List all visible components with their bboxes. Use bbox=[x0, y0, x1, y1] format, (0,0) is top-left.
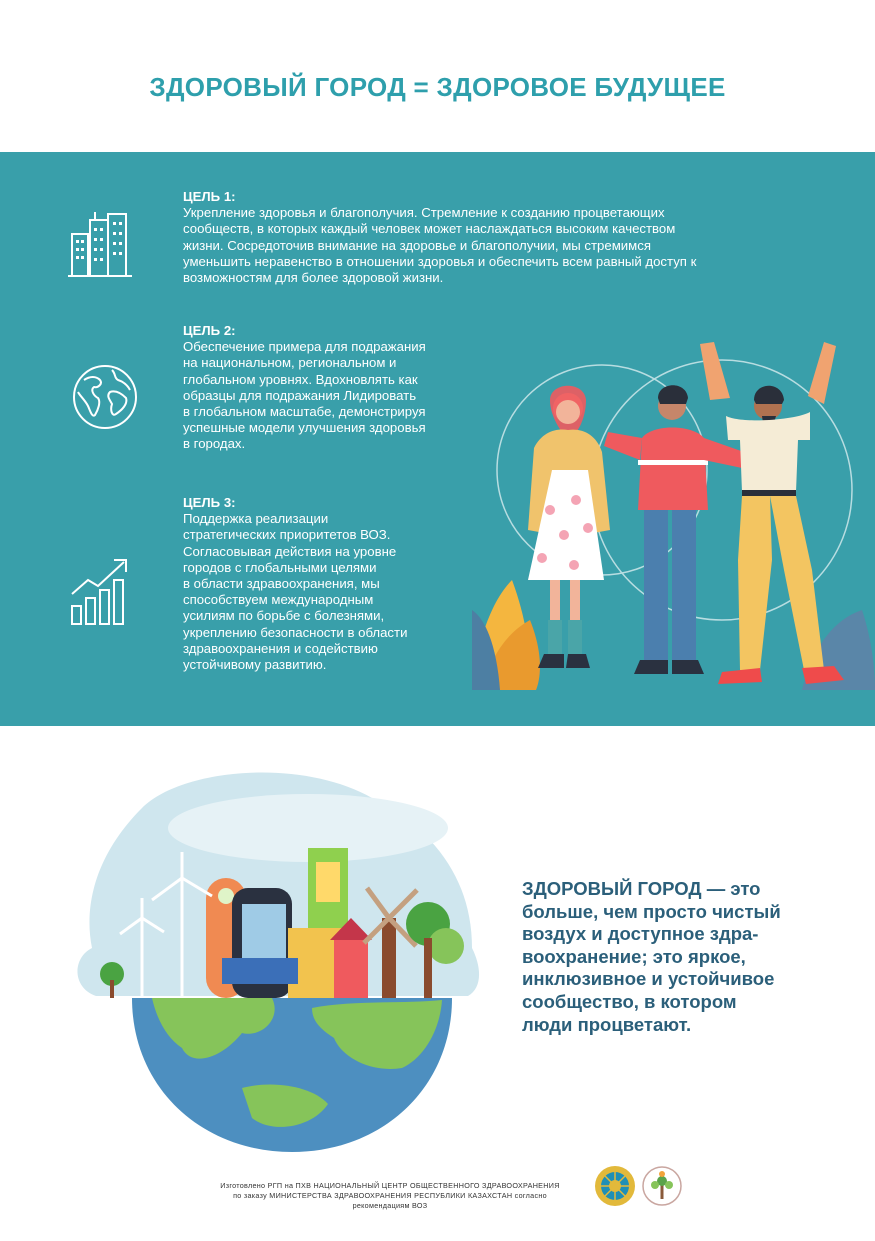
tagline: ЗДОРОВЫЙ ГОРОД — это больше, чем просто чистый воздух и доступное здра- воохранение; это яркое, инклюзивное и устойчивое сообщество, в котором люди процветают. bbox=[522, 878, 781, 1035]
earth-city-illustration bbox=[72, 768, 492, 1152]
goal-1 bbox=[183, 189, 783, 286]
goal-3 bbox=[183, 495, 483, 673]
goal-2 bbox=[183, 323, 483, 453]
footer-credit: Изготовлено РГП на ПХВ НАЦИОНАЛЬНЫЙ ЦЕНТР ОБЩЕСТВЕННОГО ЗДРАВООХРАНЕНИЯ по заказу МИНИСТЕРСТВА ЗДРАВООХРАНЕНИЯ РЕСПУБЛИКИ КАЗАХСТАН согласно рекомендациям ВОЗ bbox=[220, 1181, 560, 1210]
goal-3-text: Поддержка реализации стратегических приоритетов ВОЗ. Согласовывая действия на уровне городов с глобальными целями в области здравоохранения, мы способствуем международным усилиям по борьбе с болезнями, укреплению безопасности в области здравоохранения и содействию устойчивому развитию. bbox=[183, 511, 408, 673]
kazakhstan-emblem-icon bbox=[594, 1165, 636, 1207]
city-buildings-icon bbox=[68, 210, 132, 280]
growth-chart-icon bbox=[68, 556, 134, 628]
people-illustration bbox=[472, 320, 875, 690]
goal-2-text: Обеспечение примера для подражания на национальном, региональном и глобальном уровнях. Вдохновлять как образцы для подражания Лидировать в глобальном масштабе, демонстрируя успешные модели улучшения здоровья в городах. bbox=[183, 339, 426, 452]
goal-3-title: ЦЕЛЬ 3: bbox=[183, 495, 236, 510]
goal-1-text: Укрепление здоровья и благополучия. Стремление к созданию процветающих сообществ, в которых каждый человек может наслаждаться высоким качеством жизни. Сосредоточив внимание на здоровье и благополучии, мы стремимся уменьшить неравенство в отношении здоровья и обеспечить всем равный доступ к возможностям для более здоровой жизни. bbox=[183, 205, 697, 286]
goal-1-title: ЦЕЛЬ 1: bbox=[183, 189, 236, 204]
health-center-logo-icon bbox=[640, 1165, 684, 1207]
globe-icon bbox=[70, 362, 140, 432]
goal-2-title: ЦЕЛЬ 2: bbox=[183, 323, 236, 338]
page-title: ЗДОРОВЫЙ ГОРОД = ЗДОРОВОЕ БУДУЩЕЕ bbox=[149, 72, 726, 102]
